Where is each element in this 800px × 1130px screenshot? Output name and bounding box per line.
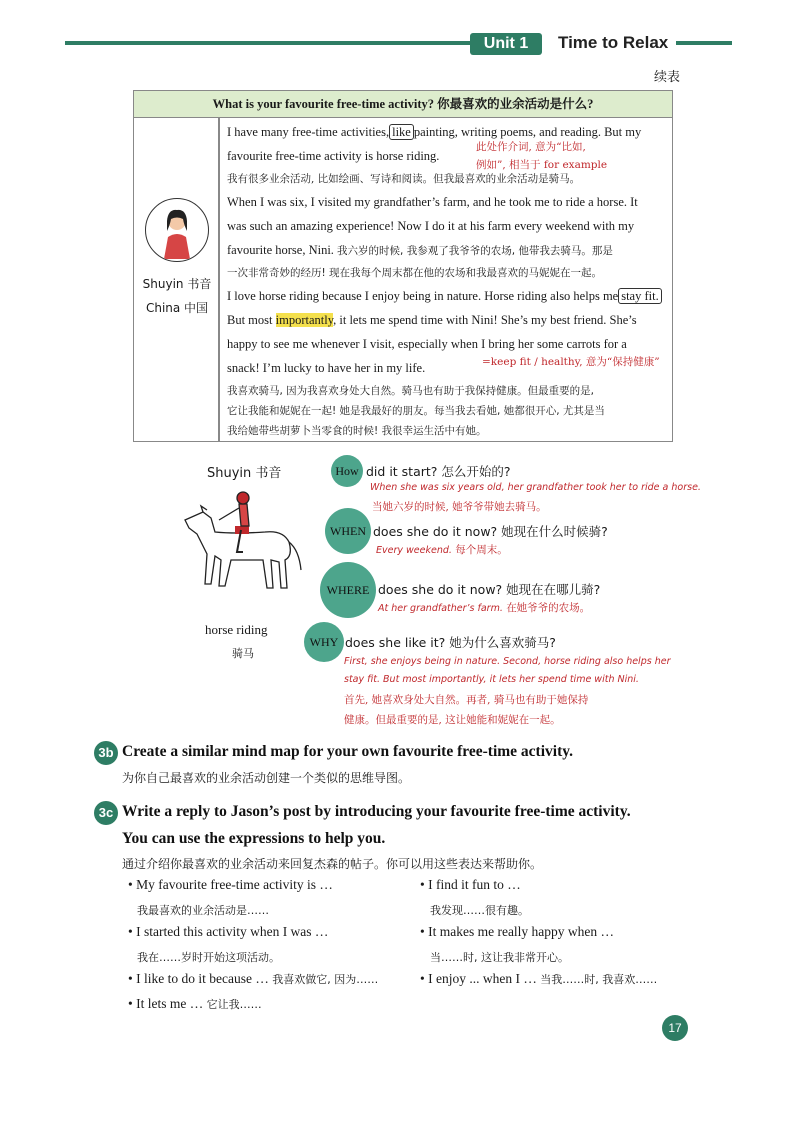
expression-7-en: • It lets me … — [128, 996, 204, 1011]
person-card — [138, 272, 216, 320]
answer-when-en: Every weekend. — [376, 545, 452, 556]
expression-5-zh: 我喜欢做它, 因为…… — [272, 973, 379, 986]
expression-6 — [420, 971, 657, 987]
task-3b-text: Create a similar mind map for your own favourite free-time activity. — [122, 743, 573, 760]
zh-translation-1: 我有很多业余活动, 比如绘画、写诗和阅读。但我最喜欢的业余活动是骑马。 — [227, 173, 581, 185]
para2-line2: was such an amazing experience! Now I do it at his farm every weekend with my — [227, 219, 635, 233]
expression-5-en: • I like to do it because … — [128, 971, 269, 986]
answer-why-zh-2: 健康。但最重要的是, 这让她能和妮妮在一起。 — [344, 714, 561, 726]
expression-3: • I started this activity when I was … — [128, 924, 329, 939]
zh-translation-2a: 我六岁的时候, 我参观了我爷爷的农场, 他带我去骑马。那是 — [337, 245, 613, 257]
task-3c-badge: 3c — [94, 801, 118, 825]
phrase-stay-fit: stay fit. — [618, 288, 662, 304]
task-3b-badge: 3b — [94, 741, 118, 765]
expression-4-zh: 当……时, 这让我非常开心。 — [430, 951, 569, 964]
answer-why-en-1: First, she enjoys being in nature. Second, horse riding also helps her — [344, 656, 671, 667]
girl-avatar-icon — [145, 198, 209, 262]
para3-line3: happy to see me whenever I visit, especially when I bring her some carrots for a — [227, 337, 627, 351]
activity-label: horse riding — [205, 622, 268, 637]
bubble-why: WHY — [304, 622, 344, 662]
header-rule-right — [676, 41, 732, 45]
expression-7 — [128, 996, 262, 1012]
word-like: like — [389, 124, 414, 140]
expression-1-zh: 我最喜欢的业余活动是…… — [137, 904, 269, 917]
task-3c-text-2: You can use the expressions to help you. — [122, 830, 386, 847]
expression-2-zh: 我发现……很有趣。 — [430, 904, 529, 917]
para1-text-a: I have many free-time activities, — [227, 125, 390, 139]
bubble-when: WHEN — [325, 508, 371, 554]
para2-line3 — [227, 238, 671, 263]
expression-3-zh: 我在……岁时开始这项活动。 — [137, 951, 280, 964]
expression-1: • My favourite free-time activity is … — [128, 877, 333, 892]
unit-title: Time to Relax — [558, 33, 669, 52]
answer-why-zh-1: 首先, 她喜欢身处大自然。再者, 骑马也有助于她保持 — [344, 694, 589, 706]
person-country: China 中国 — [145, 301, 209, 315]
answer-where-en: At her grandfather’s farm. — [378, 603, 503, 614]
note-like-line1: 此处作介词, 意为“比如, — [476, 141, 586, 153]
bubble-how: How — [331, 455, 363, 487]
mindmap-person-name: Shuyin 书音 — [207, 466, 282, 481]
task-3c-text-1: Write a reply to Jason’s post by introducing your favourite free-time activity. — [122, 803, 631, 820]
table-column-divider — [218, 118, 220, 442]
task-3b-zh: 为你自己最喜欢的业余活动创建一个类似的思维导图。 — [122, 771, 411, 785]
para3-text-a: I love horse riding because I enjoy being in nature. Horse riding also helps me — [227, 289, 619, 303]
zh-translation-2b: 一次非常奇妙的经历! 现在我每个周末都在他的农场和我最喜欢的马妮妮在一起。 — [227, 267, 603, 279]
word-importantly: importantly — [275, 313, 334, 327]
para3-text-b1: But most — [227, 313, 273, 327]
para3-text-b2: , it lets me spend time with Nini! She’s my best friend. She’s — [333, 313, 637, 327]
question-why: does she like it? 她为什么喜欢骑马? — [345, 635, 556, 650]
expression-5 — [128, 971, 378, 987]
para3-line2 — [227, 308, 671, 332]
continued-label: 续表 — [654, 70, 681, 85]
horse-rider-icon — [175, 490, 305, 605]
table-question-header: What is your favourite free-time activity? 你最喜欢的业余活动是什么? — [133, 90, 673, 118]
answer-how-zh: 当她六岁的时候, 她爷爷带她去骑马。 — [372, 501, 547, 513]
para3-line4: snack! I’m lucky to have her in my life. — [227, 361, 426, 375]
header-rule-left — [65, 41, 475, 45]
bubble-where: WHERE — [320, 562, 376, 618]
para1-text-b: painting, writing poems, and reading. But my — [413, 125, 642, 139]
task-3c-zh: 通过介绍你最喜欢的业余活动来回复杰森的帖子。你可以用这些表达来帮助你。 — [122, 857, 543, 871]
para3-line1 — [227, 284, 671, 308]
expression-6-zh: 当我……时, 我喜欢…… — [540, 973, 658, 986]
note-stay-fit: =keep fit / healthy, 意为“保持健康” — [482, 356, 660, 368]
note-like-line2: 例如”, 相当于 for example — [476, 159, 608, 171]
zh-translation-3a: 我喜欢骑马, 因为我喜欢身处大自然。骑马也有助于我保持健康。但最重要的是, — [227, 385, 595, 397]
answer-when — [376, 542, 508, 557]
para1-line1 — [227, 120, 671, 144]
person-name: Shuyin 书音 — [142, 277, 212, 291]
para2-line1: When I was six, I visited my grandfather’s farm, and he took me to ride a horse. It — [227, 195, 638, 209]
expression-7-zh: 它让我…… — [206, 998, 262, 1011]
answer-when-zh: 每个周末。 — [455, 544, 508, 556]
question-how: did it start? 怎么开始的? — [366, 464, 511, 479]
para1-line2: favourite free-time activity is horse riding. — [227, 149, 440, 163]
answer-where — [378, 600, 590, 615]
answer-how-en: When she was six years old, her grandfather took her to ride a horse. — [370, 482, 701, 493]
expression-6-en: • I enjoy ... when I … — [420, 971, 537, 986]
expression-2: • I find it fun to … — [420, 877, 521, 892]
question-when: does she do it now? 她现在什么时候骑? — [373, 524, 608, 539]
answer-where-zh: 在她爷爷的农场。 — [506, 602, 591, 614]
para2-text-c: favourite horse, Nini. — [227, 243, 334, 257]
zh-translation-3b: 它让我能和妮妮在一起! 她是我最好的朋友。每当我去看她, 她都很开心, 尤其是当 — [227, 405, 605, 417]
expression-4: • It makes me really happy when … — [420, 924, 615, 939]
page-number: 17 — [662, 1015, 688, 1041]
answer-why-en-2: stay fit. But most importantly, it lets her spend time with Nini. — [344, 674, 639, 685]
question-where: does she do it now? 她现在在哪儿骑? — [378, 582, 601, 597]
activity-label-zh: 骑马 — [232, 647, 254, 660]
unit-badge: Unit 1 — [470, 33, 542, 55]
zh-translation-3c: 我给她带些胡萝卜当零食的时候! 我很幸运生活中有她。 — [227, 425, 487, 437]
